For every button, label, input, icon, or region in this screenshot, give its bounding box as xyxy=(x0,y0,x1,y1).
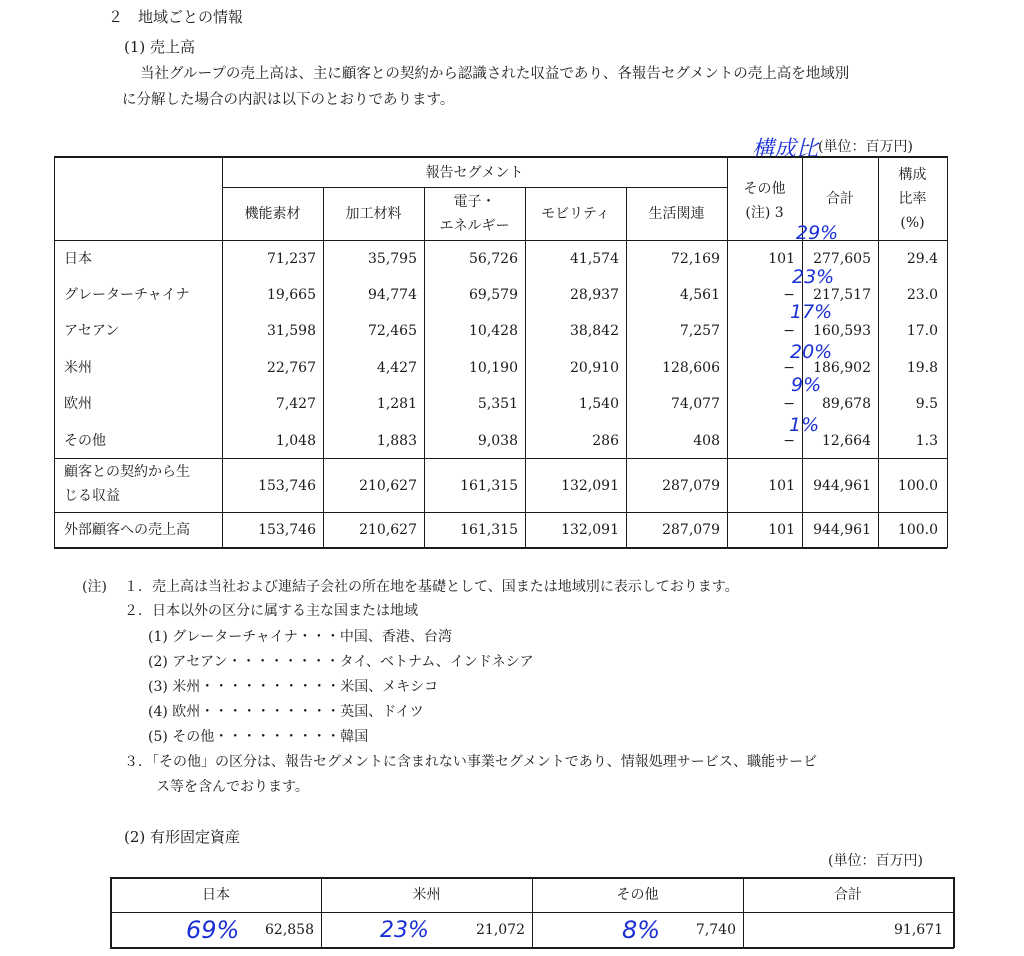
value-cell: 89,678 xyxy=(822,396,871,412)
handwritten-percent: 8% xyxy=(622,916,661,944)
value-cell: − xyxy=(783,433,795,449)
note-2-item: (5) その他・・・・・・・・・韓国 xyxy=(148,729,369,745)
value-cell: 161,315 xyxy=(460,478,518,494)
value-cell: 7,257 xyxy=(679,323,720,339)
value-cell: 153,746 xyxy=(258,522,316,538)
header-electronics-line2: エネルギー xyxy=(439,218,510,234)
row-label: 米州 xyxy=(64,360,92,376)
handwritten-percent: 17% xyxy=(790,301,833,323)
note-2: ２．日本以外の区分に属する主な国または地域 xyxy=(124,603,418,619)
value-cell: − xyxy=(783,396,795,412)
assets-header-japan: 日本 xyxy=(202,887,230,903)
value-cell: 38,842 xyxy=(570,323,619,339)
note-1: １．売上高は当社および連結子会社の所在地を基礎として、国または地域別に表示しております。 xyxy=(124,579,739,595)
value-cell: 128,606 xyxy=(662,360,720,376)
section-heading: ２ 地域ごとの情報 xyxy=(108,8,244,26)
header-mobility: モビリティ xyxy=(541,206,610,222)
assets-header-other: その他 xyxy=(616,887,659,903)
header-electronics-line1: 電子・ xyxy=(453,194,496,210)
value-cell: − xyxy=(783,323,795,339)
row-label: その他 xyxy=(64,433,106,449)
value-cell: 1,883 xyxy=(376,433,417,449)
value-cell: 69,579 xyxy=(469,287,518,303)
header-total: 合計 xyxy=(826,191,854,207)
value-cell: 20,910 xyxy=(570,360,619,376)
value-cell: 7,427 xyxy=(275,396,316,412)
value-cell: 186,902 xyxy=(813,360,871,376)
handwritten-percent: 69% xyxy=(186,916,240,944)
value-cell: 100.0 xyxy=(897,522,938,538)
value-cell: 4,427 xyxy=(376,360,417,376)
value-cell: 12,664 xyxy=(822,433,871,449)
value-cell: 71,237 xyxy=(267,251,316,267)
value-cell: 132,091 xyxy=(561,522,619,538)
value-cell: − xyxy=(783,287,795,303)
value-cell: 56,726 xyxy=(469,251,518,267)
value-cell: 286 xyxy=(592,433,619,449)
value-cell: − xyxy=(783,360,795,376)
value-cell: 210,627 xyxy=(359,522,417,538)
value-cell: 19,665 xyxy=(267,287,316,303)
assets-value-japan: 62,858 xyxy=(265,922,314,938)
handwritten-percent: 29% xyxy=(796,222,839,244)
note-2-item: (3) 米州・・・・・・・・・・米国、メキシコ xyxy=(148,679,439,695)
value-cell: 31,598 xyxy=(267,323,316,339)
value-cell: 9.5 xyxy=(915,396,938,412)
assets-value-other: 7,740 xyxy=(695,922,736,938)
value-cell: 153,746 xyxy=(258,478,316,494)
value-cell: 161,315 xyxy=(460,522,518,538)
value-cell: 35,795 xyxy=(368,251,417,267)
row-label: グレーターチャイナ xyxy=(64,287,190,303)
value-cell: 94,774 xyxy=(368,287,417,303)
header-other-line2: (注) 3 xyxy=(745,205,784,221)
note-2-item: (2) アセアン・・・・・・・・タイ、ベトナム、インドネシア xyxy=(148,654,534,670)
assets-subheading: (2) 有形固定資産 xyxy=(124,828,241,846)
handwritten-percent: 20% xyxy=(790,341,833,363)
value-cell: 1,281 xyxy=(376,396,417,412)
notes-prefix: (注) xyxy=(82,579,107,595)
value-cell: 1,540 xyxy=(578,396,619,412)
handwritten-header-note: 構成比 xyxy=(752,137,819,162)
value-cell: 72,169 xyxy=(671,251,720,267)
assets-value-americas: 21,072 xyxy=(476,922,525,938)
revenue-intro-line2: に分解した場合の内訳は以下のとおりであります。 xyxy=(122,92,455,108)
handwritten-percent: 9% xyxy=(791,374,822,396)
header-ratio-line2: 比率 xyxy=(898,191,927,207)
header-ratio-line3: (%) xyxy=(900,215,925,231)
value-cell: 277,605 xyxy=(813,251,871,267)
note-3-line2: ス等を含んでおります。 xyxy=(156,779,309,795)
value-cell: 28,937 xyxy=(570,287,619,303)
revenue-intro-line1: 当社グループの売上高は、主に顧客との契約から認識された収益であり、各報告セグメントの売上高を地域別 xyxy=(140,66,850,82)
row-label: 顧客との契約から生 xyxy=(64,464,190,480)
value-cell: 160,593 xyxy=(813,323,871,339)
handwritten-percent: 23% xyxy=(380,918,429,943)
note-2-item: (1) グレーターチャイナ・・・中国、香港、台湾 xyxy=(148,629,452,645)
value-cell: 19.8 xyxy=(906,360,938,376)
revenue-subheading: (1) 売上高 xyxy=(124,38,196,56)
row-label: じる収益 xyxy=(64,488,120,504)
value-cell: 217,517 xyxy=(813,287,871,303)
header-reporting-segments: 報告セグメント xyxy=(425,165,524,181)
value-cell: 10,190 xyxy=(469,360,518,376)
header-other-line1: その他 xyxy=(743,181,786,197)
row-label: アセアン xyxy=(64,323,120,339)
value-cell: 101 xyxy=(768,478,795,494)
value-cell: 101 xyxy=(768,251,795,267)
note-2-item: (4) 欧州・・・・・・・・・・英国、ドイツ xyxy=(148,704,424,720)
value-cell: 72,465 xyxy=(368,323,417,339)
row-label: 外部顧客への売上高 xyxy=(64,522,190,538)
value-cell: 10,428 xyxy=(469,323,518,339)
value-cell: 100.0 xyxy=(897,478,938,494)
value-cell: 287,079 xyxy=(662,522,720,538)
value-cell: 17.0 xyxy=(906,323,938,339)
value-cell: 944,961 xyxy=(813,478,871,494)
value-cell: 74,077 xyxy=(671,396,720,412)
note-3-line1: ３．「その他」の区分は、報告セグメントに含まれない事業セグメントであり、情報処理サービス、職能サービ xyxy=(124,754,818,770)
row-label: 欧州 xyxy=(64,396,92,412)
assets-unit: (単位：百万円) xyxy=(828,853,923,869)
value-cell: 287,079 xyxy=(662,478,720,494)
value-cell: 101 xyxy=(768,522,795,538)
assets-header-americas: 米州 xyxy=(412,887,441,903)
handwritten-percent: 1% xyxy=(789,414,820,436)
value-cell: 4,561 xyxy=(679,287,720,303)
assets-header-total: 合計 xyxy=(834,887,862,903)
value-cell: 132,091 xyxy=(561,478,619,494)
header-functional-materials: 機能素材 xyxy=(244,206,301,222)
value-cell: 944,961 xyxy=(813,522,871,538)
value-cell: 1.3 xyxy=(915,433,938,449)
header-lifestyle: 生活関連 xyxy=(648,206,705,222)
value-cell: 408 xyxy=(693,433,720,449)
value-cell: 29.4 xyxy=(906,251,938,267)
handwritten-percent: 23% xyxy=(792,266,835,288)
value-cell: 1,048 xyxy=(275,433,316,449)
row-label: 日本 xyxy=(64,251,92,267)
value-cell: 5,351 xyxy=(477,396,518,412)
value-cell: 22,767 xyxy=(267,360,316,376)
assets-value-total: 91,671 xyxy=(894,922,943,938)
value-cell: 9,038 xyxy=(477,433,518,449)
value-cell: 23.0 xyxy=(906,287,938,303)
header-ratio-line1: 構成 xyxy=(898,167,927,183)
value-cell: 210,627 xyxy=(359,478,417,494)
revenue-unit: (単位：百万円) xyxy=(818,139,913,155)
value-cell: 41,574 xyxy=(570,251,619,267)
header-processed-materials: 加工材料 xyxy=(345,206,402,222)
